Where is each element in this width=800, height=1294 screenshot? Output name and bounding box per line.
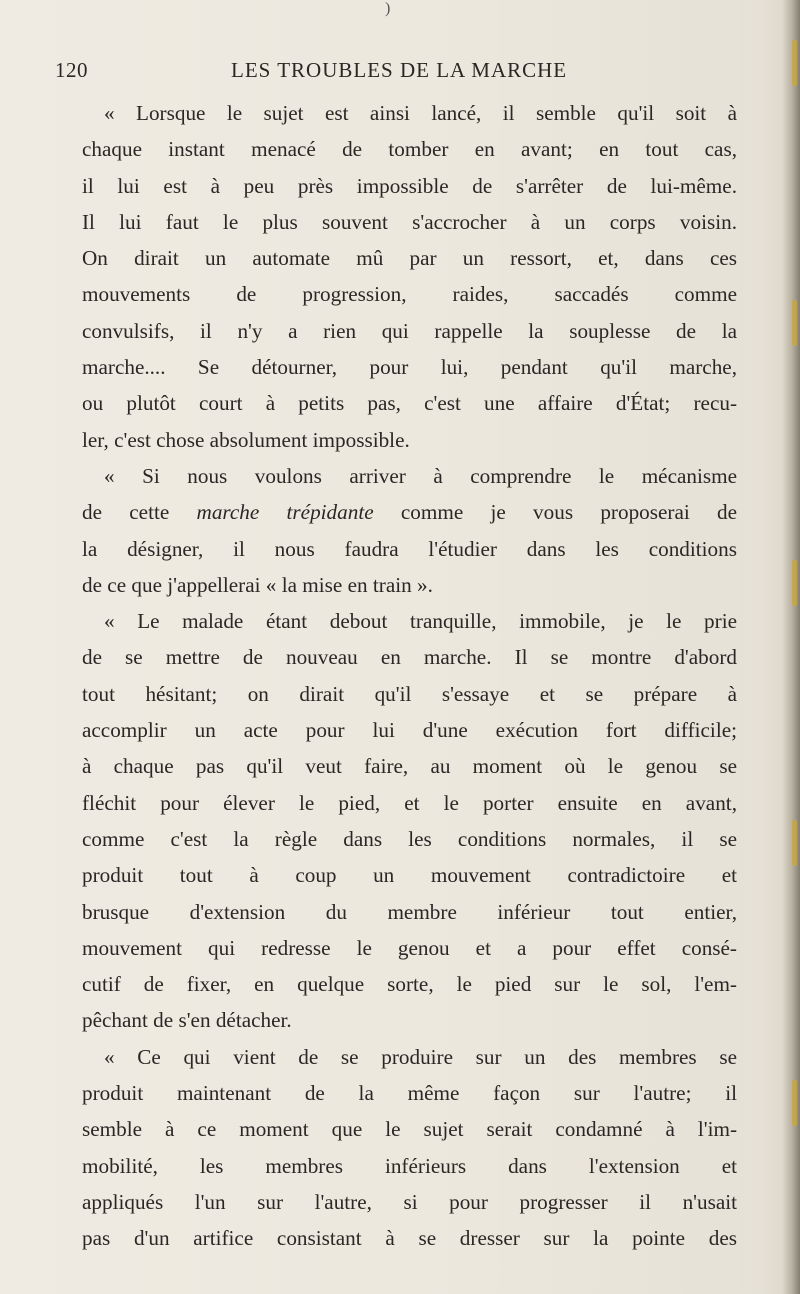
page-edge-tab — [792, 1080, 797, 1126]
running-head — [55, 58, 745, 88]
text-line: la désigner, il nous faudra l'étudier dans les conditions — [82, 536, 737, 561]
top-mark: ) — [385, 0, 391, 17]
text-line: accomplir un acte pour lui d'une exécution fort difficile; — [82, 718, 737, 743]
text-line: brusque d'extension du membre inférieur tout entier, — [82, 899, 737, 924]
text-line: produit maintenant de la même façon sur l'autre; il — [82, 1081, 737, 1106]
text-line: pêchant de s'en détacher. — [82, 1008, 292, 1033]
text-line: il lui est à peu près impossible de s'arrêter de lui-même. — [82, 173, 737, 198]
text-line — [82, 494, 737, 530]
text-line: produit tout à coup un mouvement contradictoire et — [82, 863, 737, 888]
text-line: mouvement qui redresse le genou et a pour effet consé- — [82, 935, 737, 960]
text-line: « Lorsque le sujet est ainsi lancé, il semble qu'il soit à — [104, 101, 737, 125]
text-line: marche.... Se détourner, pour lui, pendant qu'il marche, — [82, 355, 737, 380]
text-line: comme c'est la règle dans les conditions normales, il se — [82, 826, 737, 851]
page-edge-tab — [792, 820, 797, 866]
body-text — [82, 95, 737, 1257]
text-line: « Ce qui vient de se produire sur un des membres se — [104, 1044, 737, 1069]
italic-term: marche trépidante — [196, 500, 374, 525]
text-segment: de cette — [82, 500, 170, 525]
text-segment: comme je vous proposerai de — [400, 500, 738, 525]
text-line: à chaque pas qu'il veut faire, au moment où le genou se — [82, 754, 737, 779]
page-edge-shadow — [782, 0, 800, 1294]
text-line: On dirait un automate mû par un ressort, et, dans ces — [82, 246, 737, 271]
text-line: Il lui faut le plus souvent s'accrocher à un corps voisin. — [82, 209, 737, 234]
text-line: appliqués l'un sur l'autre, si pour progresser il n'usait — [82, 1189, 737, 1214]
page-number: 120 — [55, 58, 88, 82]
text-line: convulsifs, il n'y a rien qui rappelle la souplesse de la — [82, 318, 737, 343]
text-line: pas d'un artifice consistant à se dresser sur la pointe des — [82, 1226, 737, 1251]
page-edge-tab — [792, 560, 797, 606]
text-line: fléchit pour élever le pied, et le porter ensuite en avant, — [82, 790, 737, 815]
text-line: mobilité, les membres inférieurs dans l'extension et — [82, 1153, 737, 1178]
text-line: mouvements de progression, raides, saccadés comme — [82, 282, 737, 307]
text-line: cutif de fixer, en quelque sorte, le pied sur le sol, l'em- — [82, 972, 737, 997]
text-line: ler, c'est chose absolument impossible. — [82, 427, 410, 452]
text-line: tout hésitant; on dirait qu'il s'essaye et se prépare à — [82, 681, 737, 706]
page-edge-tab — [792, 300, 797, 346]
text-line: « Le malade étant debout tranquille, immobile, je le prie — [104, 609, 737, 634]
text-line: semble à ce moment que le sujet serait condamné à l'im- — [82, 1117, 737, 1142]
page-edge-tab — [792, 40, 797, 86]
text-line: « Si nous voulons arriver à comprendre le mécanisme — [104, 463, 737, 488]
text-line: de se mettre de nouveau en marche. Il se montre d'abord — [82, 645, 737, 670]
running-title: LES TROUBLES DE LA MARCHE — [231, 58, 568, 82]
text-line: chaque instant menacé de tomber en avant; en tout cas, — [82, 137, 737, 162]
text-line: de ce que j'appellerai « la mise en train ». — [82, 572, 433, 597]
text-line: ou plutôt court à petits pas, c'est une affaire d'État; recu- — [82, 391, 737, 416]
